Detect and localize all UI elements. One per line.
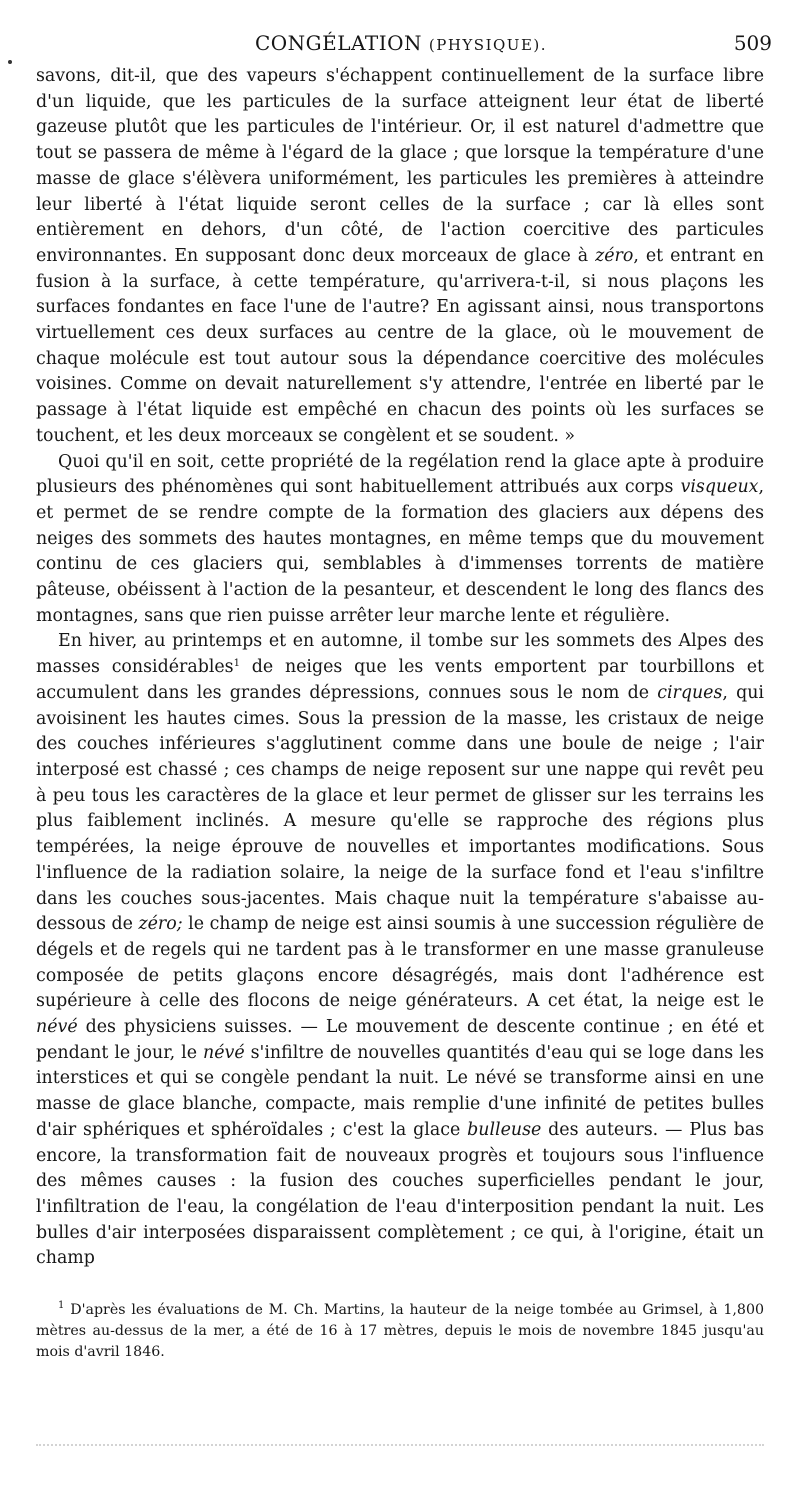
running-head [30, 30, 772, 56]
footnote-marker: 1 [58, 1300, 65, 1311]
bleed-through-line [36, 1444, 764, 1449]
paragraph-3 [36, 629, 764, 1272]
paragraph-3-italic-cirques: cirques [657, 682, 723, 703]
paragraph-3-text-5: des physiciens suisses. — Le mouvement de descente continue ; en été et pendant le jour, le [36, 1017, 764, 1063]
paragraph-2-text: Quoi qu'il en soit, cette propriété de la regélation rend la glace apte à produire plusieurs des phénomènes qui sont habituellement attribués aux corps [36, 451, 764, 498]
paragraph-3-italic-bulleuse: bulleuse [467, 1119, 542, 1140]
running-title [30, 30, 772, 58]
paragraph-3-text-2: de neiges que les vents emportent par tourbillons et accumulent dans les grandes dépressions, connues sous le nom de [36, 657, 764, 703]
footnote [36, 1300, 764, 1363]
paragraph-2 [36, 450, 764, 630]
paragraph-1 [36, 64, 764, 450]
page-number: 509 [733, 31, 772, 55]
print-speck [8, 60, 12, 64]
running-title-main: CONGÉLATION [254, 31, 423, 55]
footnote-reference: 1 [233, 658, 240, 670]
paragraph-2-text-cont: , et permet de se rendre compte de la formation des glaciers aux dépens des neiges des sommets des hautes montagnes, en même temps que du mouvement continu de ces glaciers qui, semblables à d'immenses torrents de matière pâteuse, obéissent à l'action de la pesanteur, et descendent le long des flancs des montagnes, sans que rien puisse arrêter leur marche lente et régulière. [36, 477, 764, 626]
paragraph-3-text-3: , qui avoisinent les hautes cimes. Sous la pression de la masse, les cristaux de neige des couches inférieures s'agglutinent comme dans une boule de neige ; l'air interposé est chassé ; ces champs de neige reposent sur une nappe qui revêt peu à peu tous les caractères de la glace et leur permet de glisser sur les terrains les plus faiblement inclinés. A mesure qu'elle se rapproche des régions plus tempérées, la neige éprouve de nouvelles et importantes modifications. Sous l'influence de la radiation solaire, la neige de la surface fond et l'eau s'infiltre dans les couches sous-jacentes. Mais chaque nuit la température s'abaisse au-dessous de [36, 682, 764, 935]
main-text [36, 64, 764, 1272]
paragraph-3-text: En hiver, au printemps et en automne, il tombe sur les sommets des Alpes des masses considérables [36, 631, 764, 678]
paragraph-3-text-4: le champ de neige est ainsi soumis à une succession régulière de dégels et de regels qui ne tardent pas à le transformer en une masse granuleuse composée de petits glaçons encore désagrégés, mais dont l'adhérence est supérieure à celle des flocons de neige générateurs. A cet état, la neige est le [36, 914, 764, 1012]
paragraph-1-text: savons, dit-il, que des vapeurs s'échappent continuellement de la surface libre d'un liquide, que les particules de la surface atteignent leur état de liberté gazeuse plutôt que les particules de l'intérieur. Or, il est naturel d'admettre que tout se passera de même à l'égard de la glace ; que lorsque la température d'une masse de glace s'élèvera uniformément, les particules les premières à atteindre leur liberté à l'état liquide seront celles de la surface ; car là elles sont entièrement en dehors, d'un côté, de l'action coercitive des particules environnantes. En supposant donc deux morceaux de glace à [36, 66, 764, 266]
paragraph-2-italic: visqueux [680, 477, 759, 498]
paragraph-1-italic: zéro [595, 245, 634, 266]
paragraph-3-italic-neve: névé [36, 1017, 78, 1038]
paragraph-3-italic-zero: zéro; [138, 914, 183, 935]
running-title-sub: (PHYSIQUE). [428, 36, 548, 54]
paragraph-3-text-7: des auteurs. — Plus bas encore, la transformation fait de nouveaux progrès et toujours sous l'influence des mêmes causes : la fusion des couches superficielles pendant le jour, l'infiltration de l'eau, la congélation de l'eau d'interposition pendant la nuit. Les bulles d'air interposées disparaissent complètement ; ce qui, à l'origine, était un champ [36, 1119, 764, 1269]
paragraph-1-text-cont: , et entrant en fusion à la surface, à cette température, qu'arrivera-t-il, si nous plaçons les surfaces fondantes en face l'une de l'autre? En agissant ainsi, nous transportons virtuellement ces deux surfaces au centre de la glace, où le mouvement de chaque molécule est tout autour sous la dépendance coercitive des molécules voisines. Comme on devait naturellement s'y attendre, l'entrée en liberté par le passage à l'état liquide est empêché en chacun des points où les surfaces se touchent, et les deux morceaux se congèlent et se soudent. » [36, 245, 764, 446]
paragraph-3-text-6: s'infiltre de nouvelles quantités d'eau qui se loge dans les interstices et qui se congèle pendant la nuit. Le névé se transforme ainsi en une masse de glace blanche, compacte, mais remplie d'une infinité de petites bulles d'air sphériques et sphéroïdales ; c'est la glace [36, 1042, 764, 1140]
footnote-text: D'après les évaluations de M. Ch. Martins, la hauteur de la neige tombée au Grimsel, à 1,800 mètres au-dessus de la mer, a été de 16 à 17 mètres, depuis le mois de novembre 1845 jusqu'au mois d'avril 1846. [36, 1302, 765, 1360]
paragraph-3-italic-neve-2: névé [203, 1042, 245, 1063]
